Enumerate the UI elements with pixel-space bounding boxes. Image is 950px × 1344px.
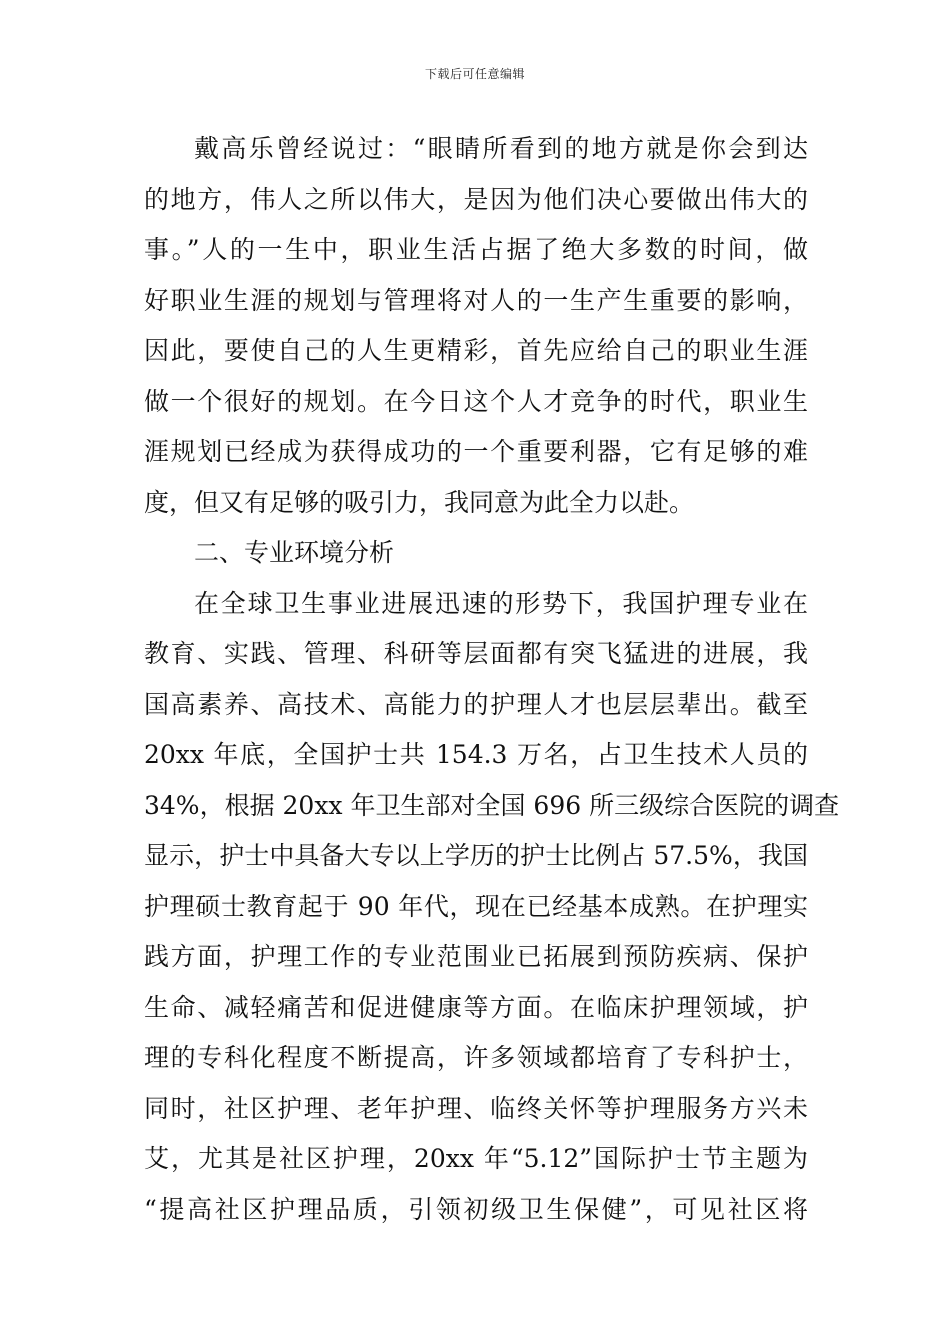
document-body [144, 124, 840, 1235]
paragraph-line: 事。”人的一生中，职业生活占据了绝大多数的时间，做 [144, 235, 808, 264]
paragraph-intro [144, 124, 808, 528]
page-header: 下载后可任意编辑 [424, 67, 525, 81]
paragraph-line: 生命、减轻痛苦和促进健康等方面。在临床护理领域，护 [144, 992, 808, 1022]
paragraph-line: 度，但又有足够的吸引力，我同意为此全力以赴。 [144, 487, 695, 517]
paragraph-line: 好职业生涯的规划与管理将对人的一生产生重要的影响， [144, 285, 808, 315]
paragraph-line: 34%，根据 20xx 年卫生部对全国 696 所三级综合医院的调查 [144, 790, 840, 820]
paragraph-line: 艾，尤其是社区护理，20xx 年“5.12”国际护士节主题为 [144, 1144, 808, 1173]
section-heading: 二、专业环境分析 [194, 538, 395, 567]
paragraph-line: 因此，要使自己的人生更精彩，首先应给自己的职业生涯 [144, 336, 808, 365]
paragraph-line: 的地方，伟人之所以伟大，是因为他们决心要做出伟大的 [144, 184, 808, 214]
paragraph-line: 显示，护士中具备大专以上学历的护士比例占 57.5%，我国 [144, 841, 808, 870]
paragraph-line: 同时，社区护理、老年护理、临终关怀等护理服务方兴未 [144, 1093, 808, 1123]
paragraph-line: 在全球卫生事业进展迅速的形势下，我国护理专业在 [194, 588, 808, 618]
paragraph-line: 20xx 年底，全国护士共 154.3 万名，占卫生技术人员的 [144, 740, 808, 769]
paragraph-line: 理的专科化程度不断提高，许多领域都培育了专科护士， [144, 1043, 808, 1072]
paragraph-line: 国高素养、高技术、高能力的护理人才也层层辈出。截至 [144, 689, 808, 719]
paragraph-line: 教育、实践、管理、科研等层面都有突飞猛进的进展，我 [144, 639, 808, 668]
paragraph-line: 践方面，护理工作的专业范围业已拓展到预防疾病、保护 [144, 942, 808, 971]
paragraph-line: “提高社区护理品质，引领初级卫生保健”，可见社区将 [144, 1194, 808, 1224]
paragraph-line: 做一个很好的规划。在今日这个人才竞争的时代，职业生 [144, 386, 808, 416]
paragraph-environment [144, 579, 840, 1236]
paragraph-line: 戴高乐曾经说过：“眼睛所看到的地方就是你会到达 [194, 134, 808, 163]
paragraph-line: 护理硕士教育起于 90 年代，现在已经基本成熟。在护理实 [144, 891, 808, 921]
paragraph-line: 涯规划已经成为获得成功的一个重要利器，它有足够的难 [144, 437, 808, 466]
